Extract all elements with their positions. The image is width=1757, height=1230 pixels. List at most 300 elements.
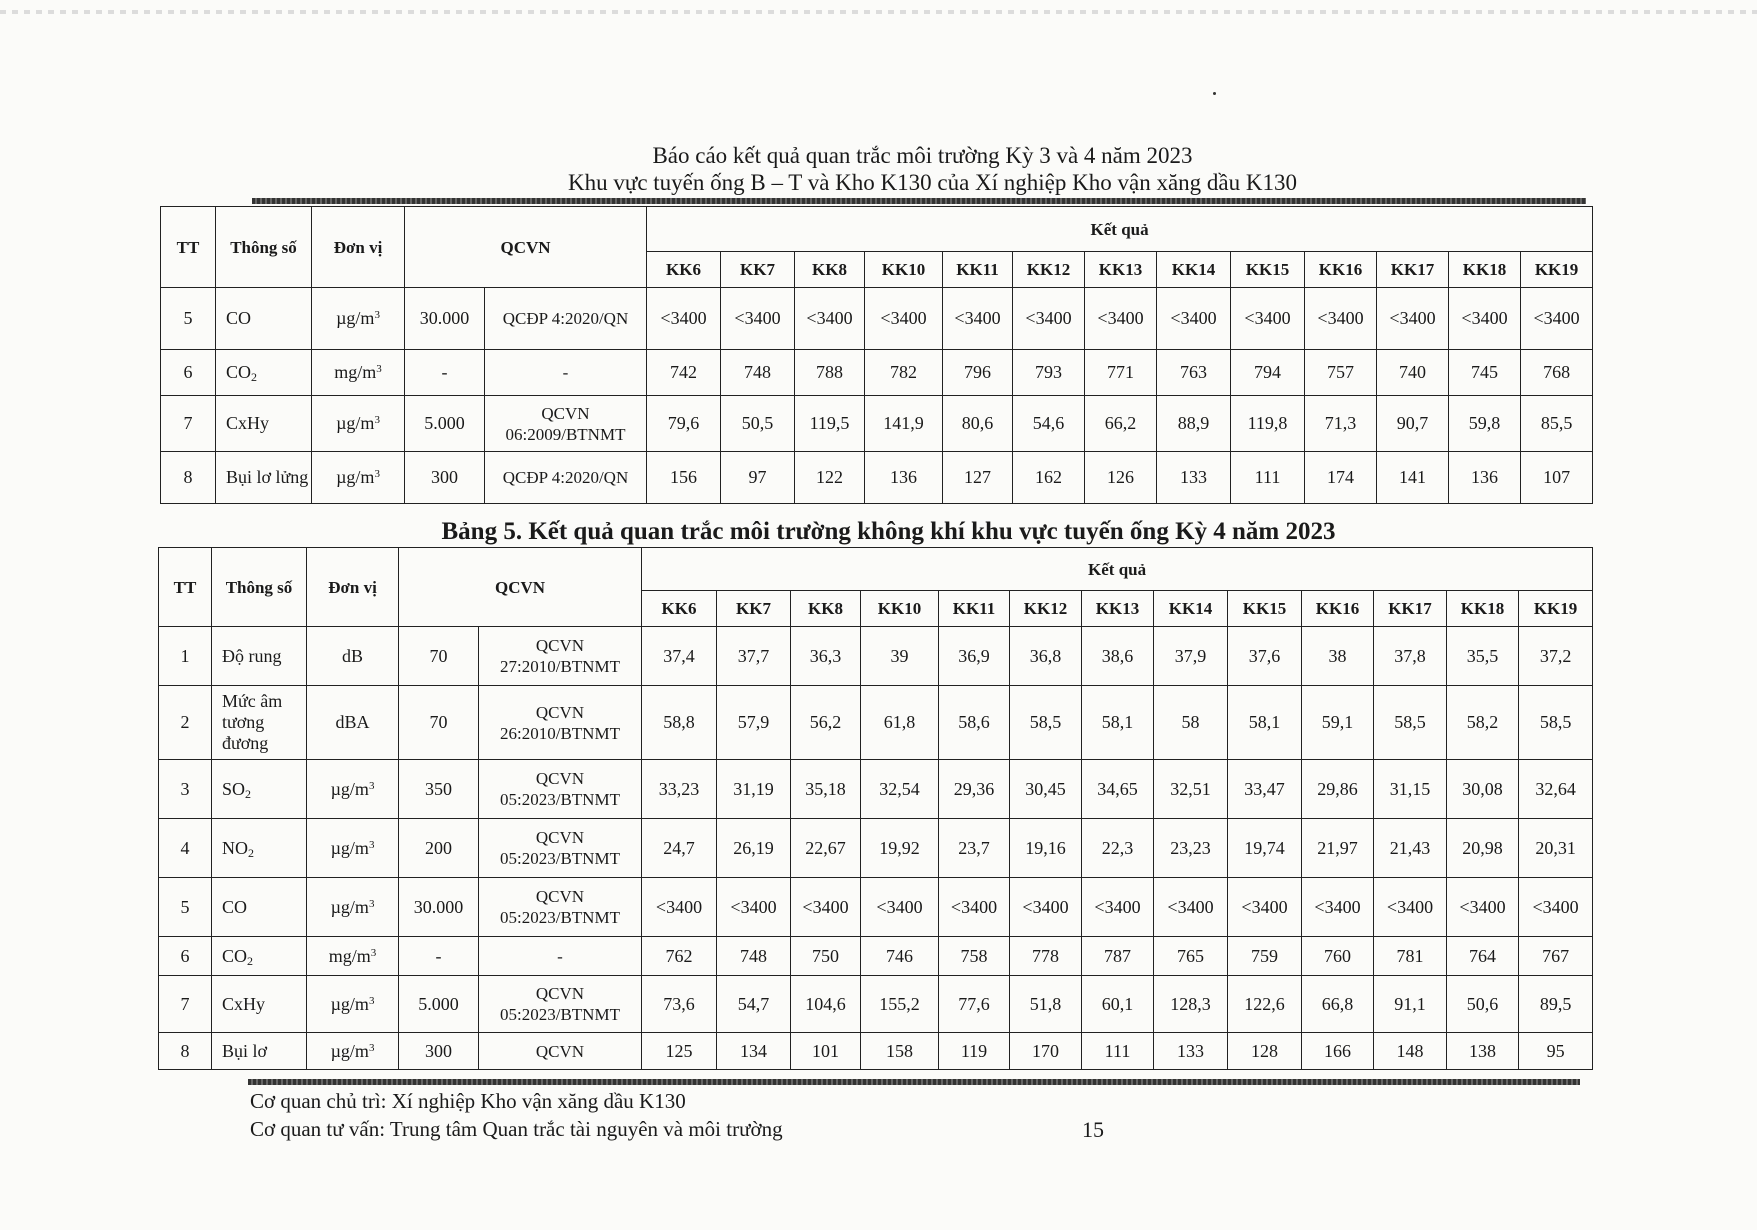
result-cell: <3400 (1519, 878, 1593, 937)
row-tt: 8 (159, 1033, 212, 1070)
site-header: KK18 (1447, 591, 1519, 627)
result-cell: <3400 (939, 878, 1010, 937)
result-cell: 20,98 (1447, 819, 1519, 878)
result-cell: 80,6 (943, 396, 1013, 452)
site-header: KK12 (1010, 591, 1082, 627)
row-tt: 6 (159, 937, 212, 976)
result-cell: <3400 (943, 288, 1013, 350)
unit-text: µg/m (330, 837, 369, 858)
result-cell: 758 (939, 937, 1010, 976)
result-cell: 29,36 (939, 760, 1010, 819)
site-header: KK7 (717, 591, 791, 627)
result-cell: 61,8 (861, 686, 939, 760)
result-cell: 19,16 (1010, 819, 1082, 878)
result-cell: <3400 (647, 288, 721, 350)
row-limit: - (405, 350, 485, 396)
result-cell: 35,18 (791, 760, 861, 819)
result-cell: 174 (1305, 452, 1377, 504)
row-standard: QCĐP 4:2020/QN (485, 452, 647, 504)
result-cell: 19,74 (1228, 819, 1302, 878)
result-cell: 767 (1519, 937, 1593, 976)
result-cell: 771 (1085, 350, 1157, 396)
row-standard: QCVN 05:2023/BTNMT (479, 819, 642, 878)
param-name: CO (226, 362, 252, 382)
result-cell: <3400 (1305, 288, 1377, 350)
result-cell: 37,4 (642, 627, 717, 686)
row-unit (312, 288, 405, 350)
row-standard: QCVN 26:2010/BTNMT (479, 686, 642, 760)
result-cell: 30,45 (1010, 760, 1082, 819)
row-unit (312, 452, 405, 504)
row-standard: - (479, 937, 642, 976)
result-cell: 37,7 (717, 627, 791, 686)
col-qcvn: QCVN (399, 548, 642, 627)
result-cell: 138 (1447, 1033, 1519, 1070)
row-limit: - (399, 937, 479, 976)
row-param (212, 627, 307, 686)
unit-text: mg/m (334, 362, 377, 382)
result-cell: 54,6 (1013, 396, 1085, 452)
footer-rule (248, 1079, 1580, 1085)
result-cell: 740 (1377, 350, 1449, 396)
row-tt: 7 (161, 396, 216, 452)
site-header: KK17 (1374, 591, 1447, 627)
result-cell: 107 (1521, 452, 1593, 504)
result-cell: 125 (642, 1033, 717, 1070)
result-cell: 36,9 (939, 627, 1010, 686)
row-tt: 6 (161, 350, 216, 396)
result-cell: 793 (1013, 350, 1085, 396)
result-cell: <3400 (1082, 878, 1154, 937)
result-cell: 763 (1157, 350, 1231, 396)
result-cell: 89,5 (1519, 976, 1593, 1033)
result-cell: 126 (1085, 452, 1157, 504)
result-cell: 128,3 (1154, 976, 1228, 1033)
unit-superscript: 3 (368, 779, 375, 792)
result-cell: 762 (642, 937, 717, 976)
col-qcvn: QCVN (405, 207, 647, 288)
result-cell: 745 (1449, 350, 1521, 396)
result-cell: 21,97 (1302, 819, 1374, 878)
unit-text: µg/m (330, 1040, 369, 1061)
row-tt: 2 (159, 686, 212, 760)
param-name: CO (222, 896, 248, 917)
site-header: KK11 (939, 591, 1010, 627)
result-cell: 748 (721, 350, 795, 396)
footer-host: Cơ quan chủ trì: Xí nghiệp Kho vận xăng dầu K130 (250, 1089, 686, 1113)
result-cell: 58,5 (1374, 686, 1447, 760)
result-cell: 768 (1521, 350, 1593, 396)
result-cell: <3400 (795, 288, 865, 350)
result-cell: 34,65 (1082, 760, 1154, 819)
row-unit (312, 396, 405, 452)
unit-superscript: 3 (368, 838, 375, 851)
row-limit: 200 (399, 819, 479, 878)
param-name: SO (222, 778, 246, 799)
row-limit: 30.000 (399, 878, 479, 937)
result-cell: 91,1 (1374, 976, 1447, 1033)
result-cell: 73,6 (642, 976, 717, 1033)
table-row (161, 350, 1593, 396)
unit-text: dB (341, 645, 363, 666)
result-cell: 794 (1231, 350, 1305, 396)
result-cell: 101 (791, 1033, 861, 1070)
result-cell: 23,7 (939, 819, 1010, 878)
row-param (216, 288, 312, 350)
param-name: CO (222, 945, 248, 966)
result-cell: 19,92 (861, 819, 939, 878)
row-param (212, 686, 307, 760)
result-cell: 148 (1374, 1033, 1447, 1070)
result-cell: 33,23 (642, 760, 717, 819)
result-cell: 764 (1447, 937, 1519, 976)
result-cell: 170 (1010, 1033, 1082, 1070)
row-standard: QCVN (479, 1033, 642, 1070)
result-cell: 58,6 (939, 686, 1010, 760)
result-cell: <3400 (861, 878, 939, 937)
result-cell: 141,9 (865, 396, 943, 452)
report-title: Báo cáo kết quả quan trắc môi trường Kỳ 3 và 4 năm 2023 (652, 143, 1193, 168)
col-tt: TT (161, 207, 216, 288)
table-row (159, 937, 1593, 976)
row-standard: QCVN 06:2009/BTNMT (485, 396, 647, 452)
result-cell: 59,1 (1302, 686, 1374, 760)
result-cell: 22,3 (1082, 819, 1154, 878)
result-cell: 134 (717, 1033, 791, 1070)
col-tt: TT (159, 548, 212, 627)
result-cell: 111 (1082, 1033, 1154, 1070)
site-header: KK6 (642, 591, 717, 627)
table-row (159, 1033, 1593, 1070)
unit-text: dBA (335, 712, 370, 732)
result-cell: 85,5 (1521, 396, 1593, 452)
result-cell: 133 (1154, 1033, 1228, 1070)
results-table-1 (160, 206, 1593, 504)
result-cell: 127 (943, 452, 1013, 504)
row-tt: 7 (159, 976, 212, 1033)
result-cell: <3400 (642, 878, 717, 937)
result-cell: 36,3 (791, 627, 861, 686)
result-cell: 32,54 (861, 760, 939, 819)
row-param (212, 937, 307, 976)
param-name: CxHy (222, 993, 266, 1014)
site-header: KK18 (1449, 252, 1521, 288)
table-row (159, 686, 1593, 760)
site-header: KK16 (1305, 252, 1377, 288)
result-cell: 77,6 (939, 976, 1010, 1033)
row-unit (307, 976, 399, 1033)
result-cell: 31,15 (1374, 760, 1447, 819)
unit-superscript: 3 (368, 897, 375, 910)
result-cell: <3400 (1010, 878, 1082, 937)
table-row (159, 760, 1593, 819)
result-cell: <3400 (1085, 288, 1157, 350)
row-unit (312, 350, 405, 396)
result-cell: 71,3 (1305, 396, 1377, 452)
row-param (212, 819, 307, 878)
result-cell: 119,8 (1231, 396, 1305, 452)
table-row (161, 452, 1593, 504)
result-cell: 56,2 (791, 686, 861, 760)
result-cell: 166 (1302, 1033, 1374, 1070)
result-cell: 58 (1154, 686, 1228, 760)
result-cell: 760 (1302, 937, 1374, 976)
result-cell: 20,31 (1519, 819, 1593, 878)
result-cell: <3400 (721, 288, 795, 350)
unit-superscript: 3 (374, 414, 380, 426)
page-number: 15 (1082, 1117, 1104, 1142)
unit-superscript: 3 (370, 946, 377, 959)
row-limit: 5.000 (405, 396, 485, 452)
row-standard: QCVN 05:2023/BTNMT (479, 976, 642, 1033)
scan-speck (1213, 92, 1216, 95)
result-cell: 748 (717, 937, 791, 976)
result-cell: 781 (1374, 937, 1447, 976)
result-cell: <3400 (1302, 878, 1374, 937)
col-result: Kết quả (647, 207, 1593, 252)
param-name: Độ rung (222, 645, 282, 666)
row-tt: 5 (159, 878, 212, 937)
unit-text: µg/m (330, 896, 369, 917)
result-cell: <3400 (1228, 878, 1302, 937)
result-cell: 782 (865, 350, 943, 396)
param-subscript: 2 (247, 953, 254, 968)
result-cell: 37,6 (1228, 627, 1302, 686)
result-cell: <3400 (1447, 878, 1519, 937)
result-cell: 60,1 (1082, 976, 1154, 1033)
result-cell: <3400 (1374, 878, 1447, 937)
result-cell: 95 (1519, 1033, 1593, 1070)
row-standard: QCVN 05:2023/BTNMT (479, 878, 642, 937)
result-cell: 97 (721, 452, 795, 504)
site-header: KK19 (1521, 252, 1593, 288)
unit-superscript: 3 (368, 1041, 375, 1054)
result-cell: 24,7 (642, 819, 717, 878)
result-cell: 128 (1228, 1033, 1302, 1070)
site-header: KK8 (791, 591, 861, 627)
table-row (159, 976, 1593, 1033)
unit-text: µg/m (330, 993, 369, 1014)
param-name: Bụi lơ lửng (226, 467, 309, 487)
row-limit: 70 (399, 627, 479, 686)
col-unit: Đơn vị (307, 548, 399, 627)
result-cell: 787 (1082, 937, 1154, 976)
row-limit: 350 (399, 760, 479, 819)
col-unit: Đơn vị (312, 207, 405, 288)
row-limit: 300 (405, 452, 485, 504)
row-tt: 5 (161, 288, 216, 350)
row-limit: 300 (399, 1033, 479, 1070)
result-cell: 37,9 (1154, 627, 1228, 686)
result-cell: 742 (647, 350, 721, 396)
unit-superscript: 3 (374, 309, 380, 321)
result-cell: <3400 (865, 288, 943, 350)
result-cell: 50,6 (1447, 976, 1519, 1033)
result-cell: 58,1 (1082, 686, 1154, 760)
param-name: Bụi lơ (222, 1040, 268, 1061)
site-header: KK12 (1013, 252, 1085, 288)
result-cell: 90,7 (1377, 396, 1449, 452)
site-header: KK10 (861, 591, 939, 627)
row-unit (307, 760, 399, 819)
row-limit: 70 (399, 686, 479, 760)
footer-consultant: Cơ quan tư vấn: Trung tâm Quan trắc tài nguyên và môi trường (250, 1117, 783, 1141)
scan-artifact (0, 10, 1757, 14)
result-cell: 35,5 (1447, 627, 1519, 686)
header-rule (252, 198, 1586, 204)
result-cell: 31,19 (717, 760, 791, 819)
row-param (216, 396, 312, 452)
result-cell: 757 (1305, 350, 1377, 396)
site-header: KK15 (1228, 591, 1302, 627)
result-cell: 57,9 (717, 686, 791, 760)
unit-superscript: 3 (374, 468, 380, 480)
result-cell: <3400 (791, 878, 861, 937)
result-cell: 759 (1228, 937, 1302, 976)
result-cell: <3400 (1377, 288, 1449, 350)
row-param (212, 878, 307, 937)
result-cell: 22,67 (791, 819, 861, 878)
site-header: KK13 (1082, 591, 1154, 627)
row-param (216, 452, 312, 504)
site-header: KK15 (1231, 252, 1305, 288)
result-cell: 37,8 (1374, 627, 1447, 686)
param-name: CO (226, 308, 252, 328)
row-tt: 8 (161, 452, 216, 504)
result-cell: <3400 (1231, 288, 1305, 350)
result-cell: 66,2 (1085, 396, 1157, 452)
result-cell: 30,08 (1447, 760, 1519, 819)
param-subscript: 2 (251, 370, 258, 384)
result-cell: <3400 (1521, 288, 1593, 350)
param-name: Mức âm tương đương (222, 691, 283, 753)
result-cell: 58,2 (1447, 686, 1519, 760)
row-unit (307, 878, 399, 937)
result-cell: 136 (1449, 452, 1521, 504)
result-cell: 119,5 (795, 396, 865, 452)
site-header: KK17 (1377, 252, 1449, 288)
result-cell: 788 (795, 350, 865, 396)
result-cell: 136 (865, 452, 943, 504)
unit-text: µg/m (336, 413, 375, 433)
param-subscript: 2 (248, 845, 254, 860)
site-header: KK19 (1519, 591, 1593, 627)
unit-text: mg/m (328, 945, 371, 966)
row-tt: 4 (159, 819, 212, 878)
site-header: KK14 (1157, 252, 1231, 288)
unit-text: µg/m (336, 467, 375, 487)
row-param (212, 760, 307, 819)
table-row (161, 288, 1593, 350)
result-cell: 66,8 (1302, 976, 1374, 1033)
result-cell: 38 (1302, 627, 1374, 686)
result-cell: 36,8 (1010, 627, 1082, 686)
row-unit (307, 627, 399, 686)
table-row (159, 819, 1593, 878)
row-limit: 5.000 (399, 976, 479, 1033)
result-cell: 32,64 (1519, 760, 1593, 819)
table-caption: Bảng 5. Kết quả quan trắc môi trường không khí khu vực tuyến ống Kỳ 4 năm 2023 (441, 518, 1336, 545)
result-cell: 59,8 (1449, 396, 1521, 452)
param-subscript: 2 (245, 786, 252, 801)
site-header: KK11 (943, 252, 1013, 288)
col-param: Thông số (216, 207, 312, 288)
col-param: Thông số (212, 548, 307, 627)
result-cell: <3400 (1157, 288, 1231, 350)
result-cell: 155,2 (861, 976, 939, 1033)
table-row (161, 396, 1593, 452)
site-header: KK16 (1302, 591, 1374, 627)
table-row (159, 878, 1593, 937)
result-cell: 796 (943, 350, 1013, 396)
result-cell: 21,43 (1374, 819, 1447, 878)
result-cell: 158 (861, 1033, 939, 1070)
result-cell: 58,5 (1010, 686, 1082, 760)
result-cell: 122,6 (1228, 976, 1302, 1033)
result-cell: 39 (861, 627, 939, 686)
row-standard: QCVN 27:2010/BTNMT (479, 627, 642, 686)
result-cell: 778 (1010, 937, 1082, 976)
row-unit (307, 686, 399, 760)
result-cell: 765 (1154, 937, 1228, 976)
result-cell: 58,5 (1519, 686, 1593, 760)
row-standard: - (485, 350, 647, 396)
param-name: NO (222, 837, 248, 858)
row-unit (307, 937, 399, 976)
param-name: CxHy (226, 413, 270, 433)
result-cell: 111 (1231, 452, 1305, 504)
result-cell: 746 (861, 937, 939, 976)
row-tt: 1 (159, 627, 212, 686)
result-cell: 38,6 (1082, 627, 1154, 686)
result-cell: 104,6 (791, 976, 861, 1033)
result-cell: 50,5 (721, 396, 795, 452)
result-cell: 54,7 (717, 976, 791, 1033)
table-row (159, 627, 1593, 686)
result-cell: 141 (1377, 452, 1449, 504)
col-result: Kết quả (642, 548, 1593, 591)
row-param (216, 350, 312, 396)
results-table-2 (158, 547, 1593, 1070)
result-cell: <3400 (717, 878, 791, 937)
unit-superscript: 3 (368, 994, 375, 1007)
report-subtitle: Khu vực tuyến ống B – T và Kho K130 của Xí nghiệp Kho vận xăng dầu K130 (568, 170, 1297, 195)
result-cell: 26,19 (717, 819, 791, 878)
result-cell: 88,9 (1157, 396, 1231, 452)
row-param (212, 976, 307, 1033)
result-cell: 33,47 (1228, 760, 1302, 819)
result-cell: <3400 (1013, 288, 1085, 350)
result-cell: 58,8 (642, 686, 717, 760)
row-unit (307, 819, 399, 878)
unit-text: µg/m (330, 778, 369, 799)
result-cell: 29,86 (1302, 760, 1374, 819)
row-tt: 3 (159, 760, 212, 819)
row-limit: 30.000 (405, 288, 485, 350)
result-cell: 162 (1013, 452, 1085, 504)
site-header: KK8 (795, 252, 865, 288)
result-cell: <3400 (1154, 878, 1228, 937)
result-cell: 51,8 (1010, 976, 1082, 1033)
site-header: KK10 (865, 252, 943, 288)
unit-text: µg/m (336, 308, 375, 328)
row-unit (307, 1033, 399, 1070)
result-cell: 122 (795, 452, 865, 504)
site-header: KK6 (647, 252, 721, 288)
row-standard: QCĐP 4:2020/QN (485, 288, 647, 350)
result-cell: 133 (1157, 452, 1231, 504)
result-cell: 156 (647, 452, 721, 504)
